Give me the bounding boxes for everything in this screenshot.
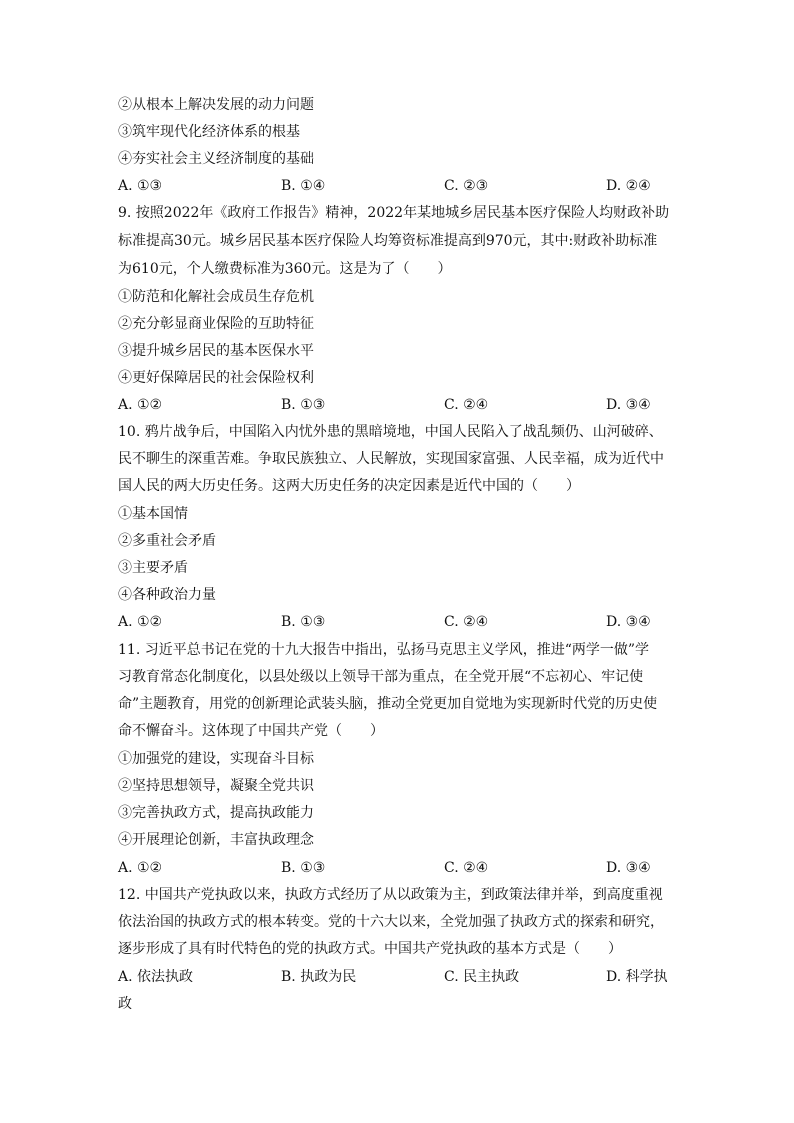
option-b: B. ①③ (281, 860, 326, 876)
option-d: D. ②④ (606, 178, 651, 194)
choice-line: ③完善执政方式，提高执政能力 (118, 805, 314, 821)
option-a: A. 依法执政 (118, 969, 194, 985)
choice-line: ④开展理论创新，丰富执政理念 (118, 832, 314, 848)
question-11-stem: 习教育常态化制度化，以县处级以上领导干部为重点，在全党开展“不忘初心、牢记使 (118, 669, 644, 685)
question-11-stem: 11. 习近平总书记在党的十九大报告中指出，弘扬马克思主义学风，推进“两学一做”学 (118, 642, 650, 658)
choice-line: ①基本国情 (118, 506, 188, 522)
option-a: A. ①③ (118, 178, 163, 194)
option-a: A. ①② (118, 614, 163, 630)
option-b: B. ①③ (281, 397, 326, 413)
question-12-stem: 依法治国的执政方式的根本转变。党的十六大以来，全党加强了执政方式的探索和研究， (118, 914, 664, 930)
choice-line: ④夯实社会主义经济制度的基础 (118, 151, 314, 167)
choice-line: ③提升城乡居民的基本医保水平 (118, 343, 314, 359)
question-9-stem: 9. 按照2022年《政府工作报告》精神，2022年某地城乡居民基本医疗保险人均财政补助 (118, 205, 670, 221)
question-11-stem: 命不懈奋斗。这体现了中国共产党（ ） (118, 723, 384, 739)
option-a: A. ①② (118, 397, 163, 413)
option-row (118, 855, 678, 881)
option-c: C. ②④ (444, 860, 489, 876)
option-d: D. ③④ (606, 860, 651, 876)
question-10-stem: 国人民的两大历史任务。这两大历史任务的决定因素是近代中国的（ ） (118, 478, 580, 494)
choice-line: ①防范和化解社会成员生存危机 (118, 289, 314, 305)
choice-line: ③筑牢现代化经济体系的根基 (118, 124, 300, 140)
option-c: C. 民主执政 (444, 969, 520, 985)
option-d: D. 科学执 (606, 969, 668, 985)
option-row (118, 609, 678, 635)
option-row (118, 964, 678, 990)
option-d-overflow: 政 (118, 996, 132, 1012)
question-12-stem: 12. 中国共产党执政以来，执政方式经历了从以政策为主，到政策法律并举，到高度重视 (118, 887, 663, 903)
option-b: B. ①④ (281, 178, 326, 194)
choice-line: ②多重社会矛盾 (118, 533, 216, 549)
question-9-stem: 为610元，个人缴费标准为360元。这是为了（ ） (118, 261, 452, 277)
choice-line: ②坚持思想领导，凝聚全党共识 (118, 778, 314, 794)
question-12-stem: 逐步形成了具有时代特色的党的执政方式。中国共产党执政的基本方式是（ ） (118, 941, 622, 957)
option-b: B. 执政为民 (281, 969, 357, 985)
option-c: C. ②④ (444, 614, 489, 630)
option-row (118, 173, 678, 199)
question-11-stem: 命”主题教育，用党的创新理论武装头脑，推动全党更加自觉地为实现新时代党的历史使 (118, 696, 658, 712)
choice-line: ②充分彰显商业保险的互助特征 (118, 316, 314, 332)
option-d: D. ③④ (606, 397, 651, 413)
option-b: B. ①③ (281, 614, 326, 630)
choice-line: ④更好保障居民的社会保险权利 (118, 370, 314, 386)
option-row (118, 392, 678, 418)
option-c: C. ②③ (444, 178, 489, 194)
choice-line: ①加强党的建设，实现奋斗目标 (118, 751, 314, 767)
question-9-stem: 标准提高30元。城乡居民基本医疗保险人均筹资标准提高到970元，其中:财政补助标准 (118, 233, 658, 249)
question-10-stem: 10. 鸦片战争后，中国陷入内忧外患的黑暗境地，中国人民陷入了战乱频仍、山河破碎、 (118, 424, 663, 440)
choice-line: ④各种政治力量 (118, 587, 216, 603)
option-c: C. ②④ (444, 397, 489, 413)
choice-line: ②从根本上解决发展的动力问题 (118, 97, 314, 113)
choice-line: ③主要矛盾 (118, 560, 188, 576)
option-a: A. ①② (118, 860, 163, 876)
question-10-stem: 民不聊生的深重苦难。争取民族独立、人民解放，实现国家富强、人民幸福，成为近代中 (118, 451, 664, 467)
option-d: D. ③④ (606, 614, 651, 630)
